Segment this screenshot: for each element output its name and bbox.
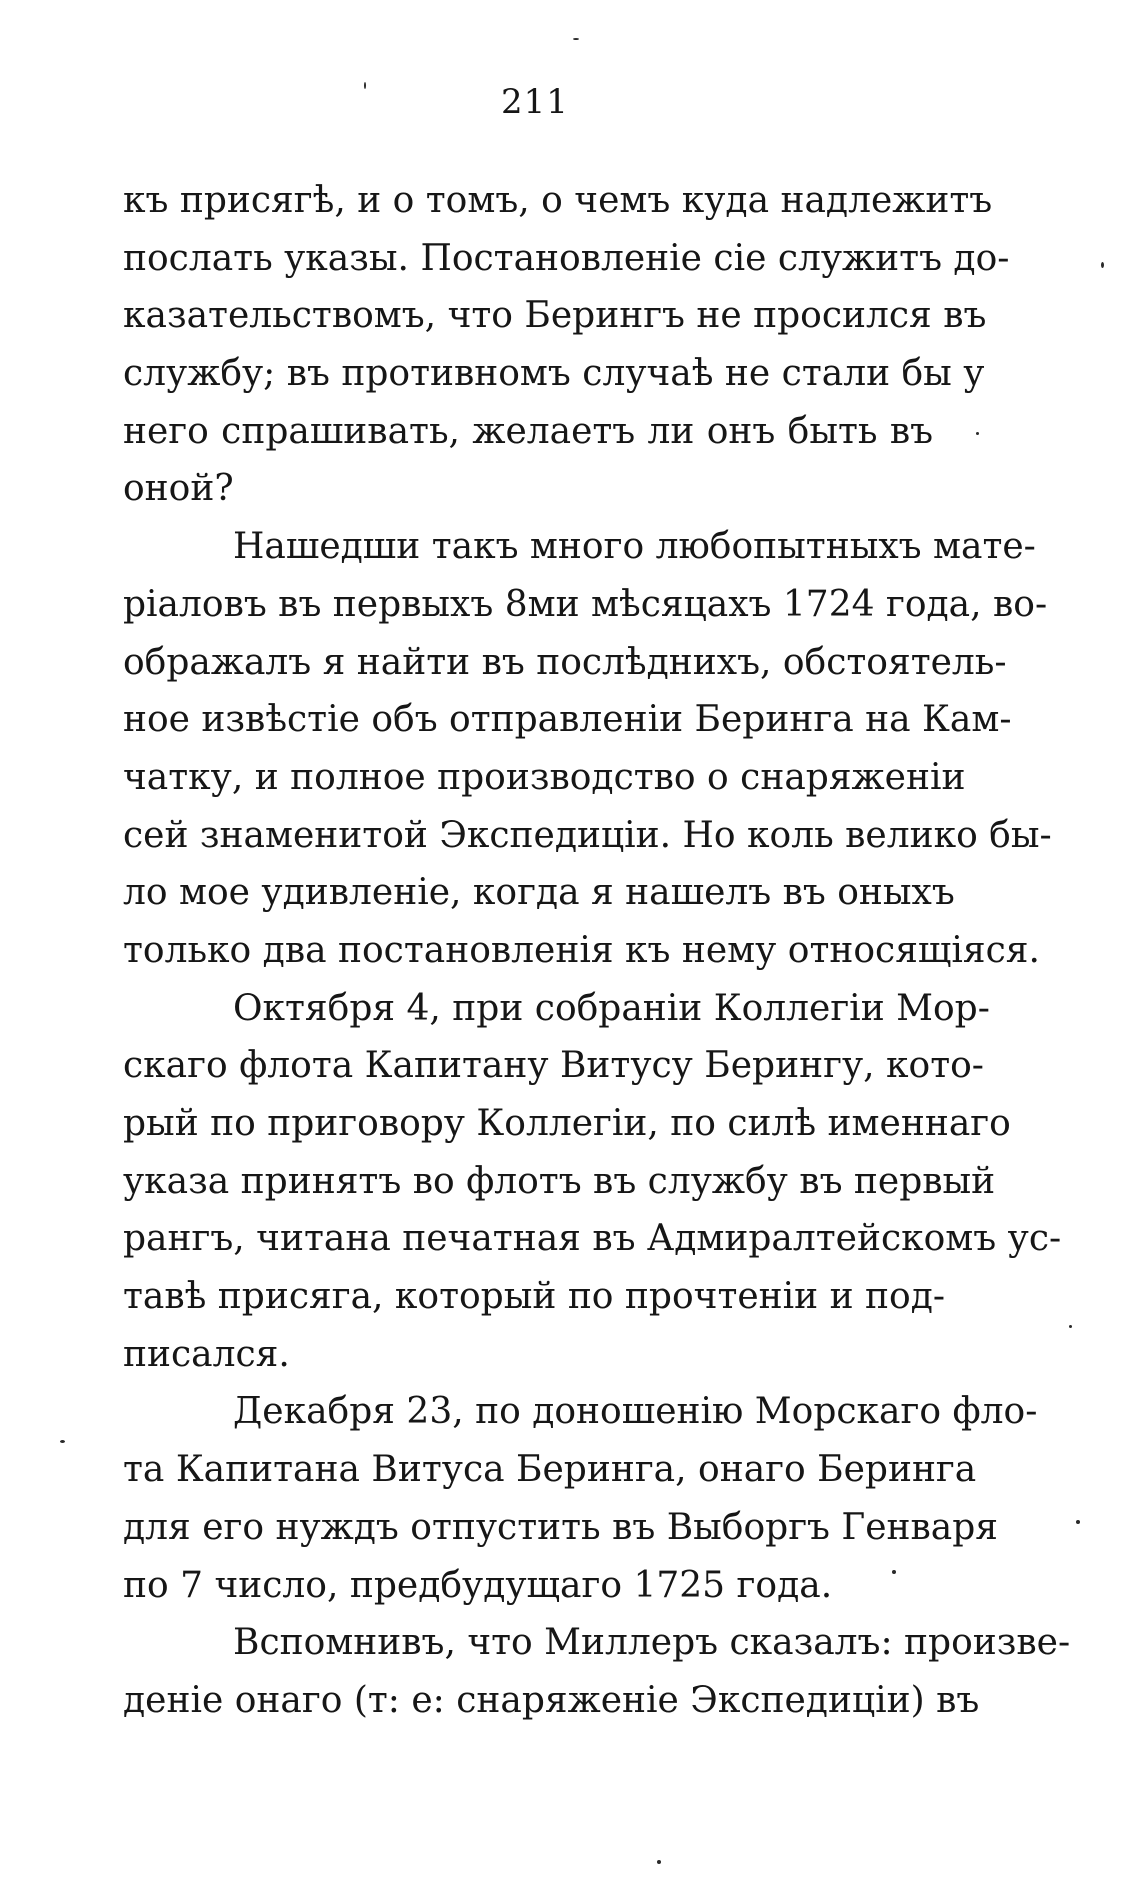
text-line: Вспомнивъ, что Миллеръ сказалъ: произве- <box>233 1622 1071 1664</box>
text-line: послать указы. Постановленіе сіе служитъ до- <box>123 237 1010 279</box>
text-line: ріаловъ въ первыхъ 8ми мѣсяцахъ 1724 года, во- <box>123 583 1048 625</box>
text-line: указа принятъ во флотъ въ службу въ первый <box>123 1160 996 1202</box>
text-line: только два постановленія къ нему относящіяся. <box>123 929 1040 971</box>
scan-speck <box>364 82 366 89</box>
scan-speck <box>573 38 579 40</box>
scan-speck <box>976 432 979 435</box>
scan-speck <box>657 1860 661 1864</box>
text-line: та Капитана Витуса Беринга, онаго Беринга <box>123 1449 977 1491</box>
text-line: Нашедши такъ много любопытныхъ мате- <box>233 526 1036 568</box>
scan-speck <box>892 1570 896 1574</box>
text-line: скаго флота Капитану Витусу Берингу, кото- <box>123 1045 984 1087</box>
text-line: писался. <box>123 1333 290 1375</box>
text-line: деніе онаго (т: е: снаряженіе Экспедиціи) въ <box>123 1679 980 1721</box>
text-line: чатку, и полное производство о снаряженіи <box>123 756 966 798</box>
text-line: Декабря 23, по доношенію Морскаго фло- <box>233 1391 1038 1433</box>
text-line: по 7 число, предбудущаго 1725 года. <box>123 1564 833 1606</box>
text-line: сей знаменитой Экспедиціи. Но коль велико бы- <box>123 814 1052 856</box>
text-line: Октября 4, при собраніи Коллегіи Мор- <box>233 987 990 1029</box>
paragraph <box>123 980 1062 1384</box>
text-line: тавѣ присяга, который по прочтеніи и под- <box>123 1276 946 1318</box>
text-line: оной? <box>123 468 234 510</box>
text-line: рый по приговору Коллегіи, по силѣ именнаго <box>123 1103 1011 1144</box>
scan-speck <box>1069 1325 1072 1328</box>
text-line: рангъ, читана печатная въ Адмиралтейскомъ ус- <box>123 1218 1062 1260</box>
scan-speck <box>1101 262 1104 268</box>
text-line: ображалъ я найти въ послѣднихъ, обстоятель- <box>123 641 1007 683</box>
paragraph <box>123 518 1052 980</box>
paragraph <box>123 172 1010 518</box>
text-line: службу; въ противномъ случаѣ не стали бы у <box>123 353 985 395</box>
scan-speck <box>60 1440 65 1443</box>
text-line: ное извѣстіе объ отправленіи Беринга на Кам- <box>123 699 1012 741</box>
page-body-text <box>123 172 1071 1730</box>
paragraph <box>123 1614 1071 1729</box>
scan-speck <box>1076 1520 1080 1524</box>
text-line: ло мое удивленіе, когда я нашелъ въ оныхъ <box>123 872 955 914</box>
paragraph <box>123 1383 1038 1614</box>
text-line: для его нуждъ отпустить въ Выборгъ Генваря <box>123 1506 999 1548</box>
text-line: него спрашивать, желаетъ ли онъ быть въ <box>123 410 933 452</box>
text-line: къ присягѣ, и о томъ, о чемъ куда надлежитъ <box>123 180 993 221</box>
text-line: казательствомъ, что Берингъ не просился въ <box>123 295 987 337</box>
page-number: 211 <box>501 82 569 122</box>
